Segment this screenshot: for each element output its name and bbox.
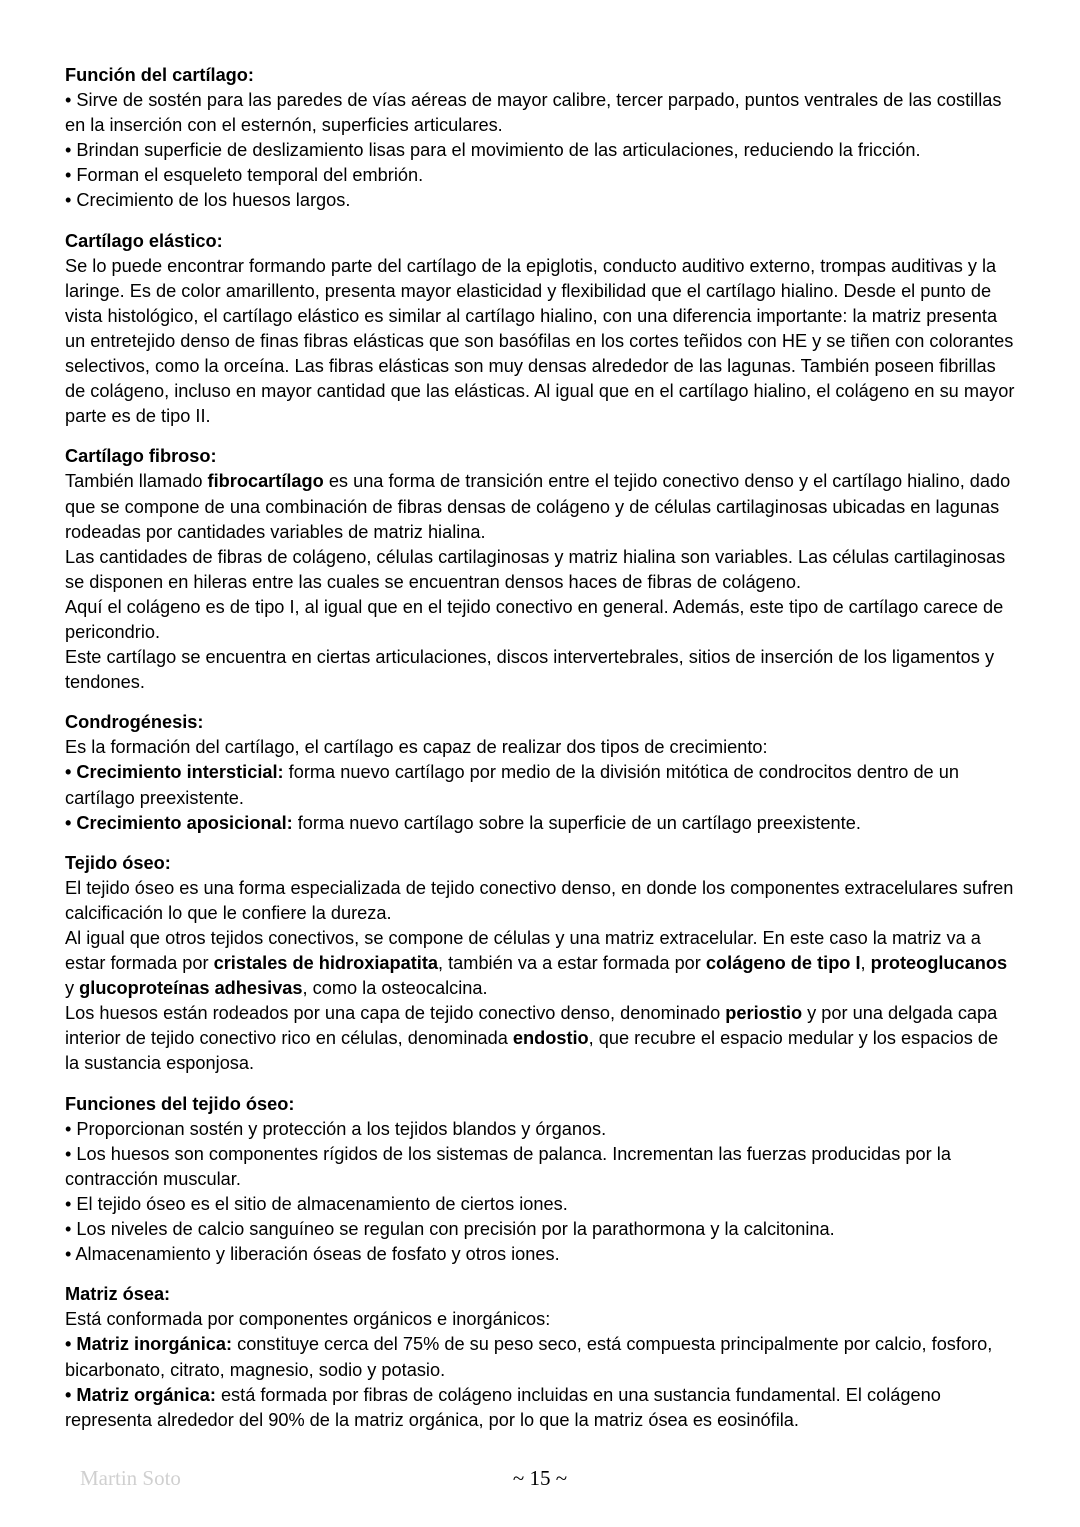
paragraph xyxy=(65,254,1015,430)
text-run: Está conformada por componentes orgánicos e inorgánicos: xyxy=(65,1309,551,1330)
section-heading: Funciones del tejido óseo: xyxy=(65,1093,295,1114)
text-run: Las cantidades de fibras de colágeno, células cartilaginosas y matriz hialina son variables. Las células cartilaginosas se disponen en hileras entre las cuales se encuentran densos haces de fibras de colágeno. xyxy=(65,546,1006,592)
text-run: y por una delgada capa interior de tejido conectivo rico en células, denominada xyxy=(65,1003,998,1049)
text-run: Se lo puede encontrar formando parte del cartílago de la epiglotis, conducto auditivo externo, trompas auditivas y la laringe. Es de color amarillento, presenta mayor elasticidad y flexibilidad que el cartílago hialino. Desde el punto de vista histológico, el cartílago elástico es similar al cartílago hialino, con una diferencia importante: la matriz presenta un entretejido denso de finas fibras elásticas que son basófilas en los cortes teñidos con HE y se tiñen con colorantes selectivos, como la orceína. Las fibras elásticas son muy densas alrededor de las lagunas. También poseen fibrillas de colágeno, incluso en mayor cantidad que las elásticas. Al igual que en el cartílago hialino, el colágeno en su mayor parte es de tipo II. xyxy=(65,255,1015,427)
section xyxy=(65,444,1015,695)
bold-term: • Matriz inorgánica: xyxy=(65,1334,233,1355)
paragraph xyxy=(65,1332,1015,1382)
paragraph xyxy=(65,138,1015,163)
paragraph xyxy=(65,469,1015,544)
paragraph xyxy=(65,1383,1015,1433)
text-run: forma nuevo cartílago sobre la superficie de un cartílago preexistente. xyxy=(292,812,861,833)
text-run: También llamado xyxy=(65,471,208,492)
bold-term: fibrocartílago xyxy=(207,471,324,492)
text-run: El tejido óseo es una forma especializada de tejido conectivo denso, en donde los componentes extracelulares sufren calcificación lo que le confiere la dureza. xyxy=(65,877,1014,923)
paragraph xyxy=(65,876,1015,926)
text-run: • El tejido óseo es el sitio de almacenamiento de ciertos iones. xyxy=(65,1193,568,1214)
paragraph xyxy=(65,645,1015,695)
paragraph xyxy=(65,1001,1015,1076)
section xyxy=(65,710,1015,835)
text-run: • Crecimiento de los huesos largos. xyxy=(65,190,351,211)
section-heading: Matriz ósea: xyxy=(65,1284,171,1305)
paragraph xyxy=(65,1192,1015,1217)
bold-term: endostio xyxy=(512,1028,589,1049)
section xyxy=(65,229,1015,430)
text-run: • Los niveles de calcio sanguíneo se regulan con precisión por la parathormona y la calcitonina. xyxy=(65,1219,835,1240)
text-run: • Sirve de sostén para las paredes de vías aéreas de mayor calibre, tercer parpado, puntos ventrales de las costillas en la inserción con el esternón, superficies articulares. xyxy=(65,90,1002,136)
text-run: , como la osteocalcina. xyxy=(302,978,488,999)
section-heading: Tejido óseo: xyxy=(65,852,171,873)
bold-term: • Crecimiento intersticial: xyxy=(65,762,284,783)
bold-term: proteoglucanos xyxy=(870,953,1008,974)
text-run: y xyxy=(65,978,80,999)
bold-term: glucoproteínas adhesivas xyxy=(79,978,303,999)
text-run: • Forman el esqueleto temporal del embrión. xyxy=(65,165,424,186)
paragraph xyxy=(65,1117,1015,1142)
section xyxy=(65,851,1015,1077)
section-heading: Condrogénesis: xyxy=(65,712,204,733)
page-number: ~ 15 ~ xyxy=(512,1466,568,1490)
paragraph xyxy=(65,1217,1015,1242)
text-run: • Proporcionan sostén y protección a los tejidos blandos y órganos. xyxy=(65,1118,607,1139)
footer-author: Martin Soto xyxy=(80,1466,181,1490)
text-run: Aquí el colágeno es de tipo I, al igual que en el tejido conectivo en general. Además, este tipo de cartílago carece de pericondrio. xyxy=(65,596,1004,642)
text-run: • Almacenamiento y liberación óseas de fosfato y otros iones. xyxy=(65,1244,560,1265)
paragraph xyxy=(65,595,1015,645)
text-run: Los huesos están rodeados por una capa de tejido conectivo denso, denominado xyxy=(65,1003,726,1024)
text-run: es una forma de transición entre el tejido conectivo denso y el cartílago hialino, dado que se compone de una combinación de fibras densas de colágeno y de células cartilaginosas ubicadas en lagunas rodeadas por cantidades variables de matriz hialina. xyxy=(65,471,1011,542)
paragraph xyxy=(65,545,1015,595)
paragraph xyxy=(65,760,1015,810)
paragraph xyxy=(65,163,1015,188)
paragraph xyxy=(65,735,1015,760)
text-run: Es la formación del cartílago, el cartílago es capaz de realizar dos tipos de crecimiento: xyxy=(65,737,768,758)
section xyxy=(65,63,1015,214)
section-heading: Cartílago fibroso: xyxy=(65,446,217,467)
bold-term: cristales de hidroxiapatita xyxy=(213,953,439,974)
text-run: Al igual que otros tejidos conectivos, se compone de células y una matriz extracelular. En este caso la matriz va a estar formada por xyxy=(65,928,981,974)
text-run: • Brindan superficie de deslizamiento lisas para el movimiento de las articulaciones, reduciendo la fricción. xyxy=(65,140,921,161)
section xyxy=(65,1092,1015,1268)
paragraph xyxy=(65,1307,1015,1332)
section-heading: Función del cartílago: xyxy=(65,65,254,85)
text-run: , también va a estar formada por xyxy=(438,953,706,974)
paragraph xyxy=(65,1242,1015,1267)
bold-term: • Crecimiento aposicional: xyxy=(65,812,293,833)
bold-term: colágeno de tipo I xyxy=(705,953,861,974)
paragraph xyxy=(65,1142,1015,1192)
paragraph xyxy=(65,188,1015,213)
paragraph xyxy=(65,88,1015,138)
text-run: Este cartílago se encuentra en ciertas articulaciones, discos intervertebrales, sitios de inserción de los ligamentos y tendones. xyxy=(65,647,995,693)
text-run: , que recubre el espacio medular y los espacios de la sustancia esponjosa. xyxy=(65,1028,999,1074)
paragraph xyxy=(65,811,1015,836)
paragraph xyxy=(65,926,1015,1001)
text-run: • Los huesos son componentes rígidos de los sistemas de palanca. Incrementan las fuerzas producidas por la contracción muscular. xyxy=(65,1143,951,1189)
text-run: forma nuevo cartílago por medio de la división mitótica de condrocitos dentro de un cartílago preexistente. xyxy=(65,762,959,808)
text-run: constituye cerca del 75% de su peso seco, está compuesta principalmente por calcio, fosforo, bicarbonato, citrato, magnesio, sodio y potasio. xyxy=(65,1334,993,1380)
document-body xyxy=(65,63,1015,1448)
text-run: , xyxy=(860,953,871,974)
bold-term: periostio xyxy=(725,1003,803,1024)
section-heading: Cartílago elástico: xyxy=(65,230,223,251)
text-run: está formada por fibras de colágeno incluidas en una sustancia fundamental. El colágeno representa alrededor del 90% de la matriz orgánica, por lo que la matriz ósea es eosinófila. xyxy=(65,1384,941,1430)
section xyxy=(65,1282,1015,1433)
bold-term: • Matriz orgánica: xyxy=(65,1384,216,1405)
